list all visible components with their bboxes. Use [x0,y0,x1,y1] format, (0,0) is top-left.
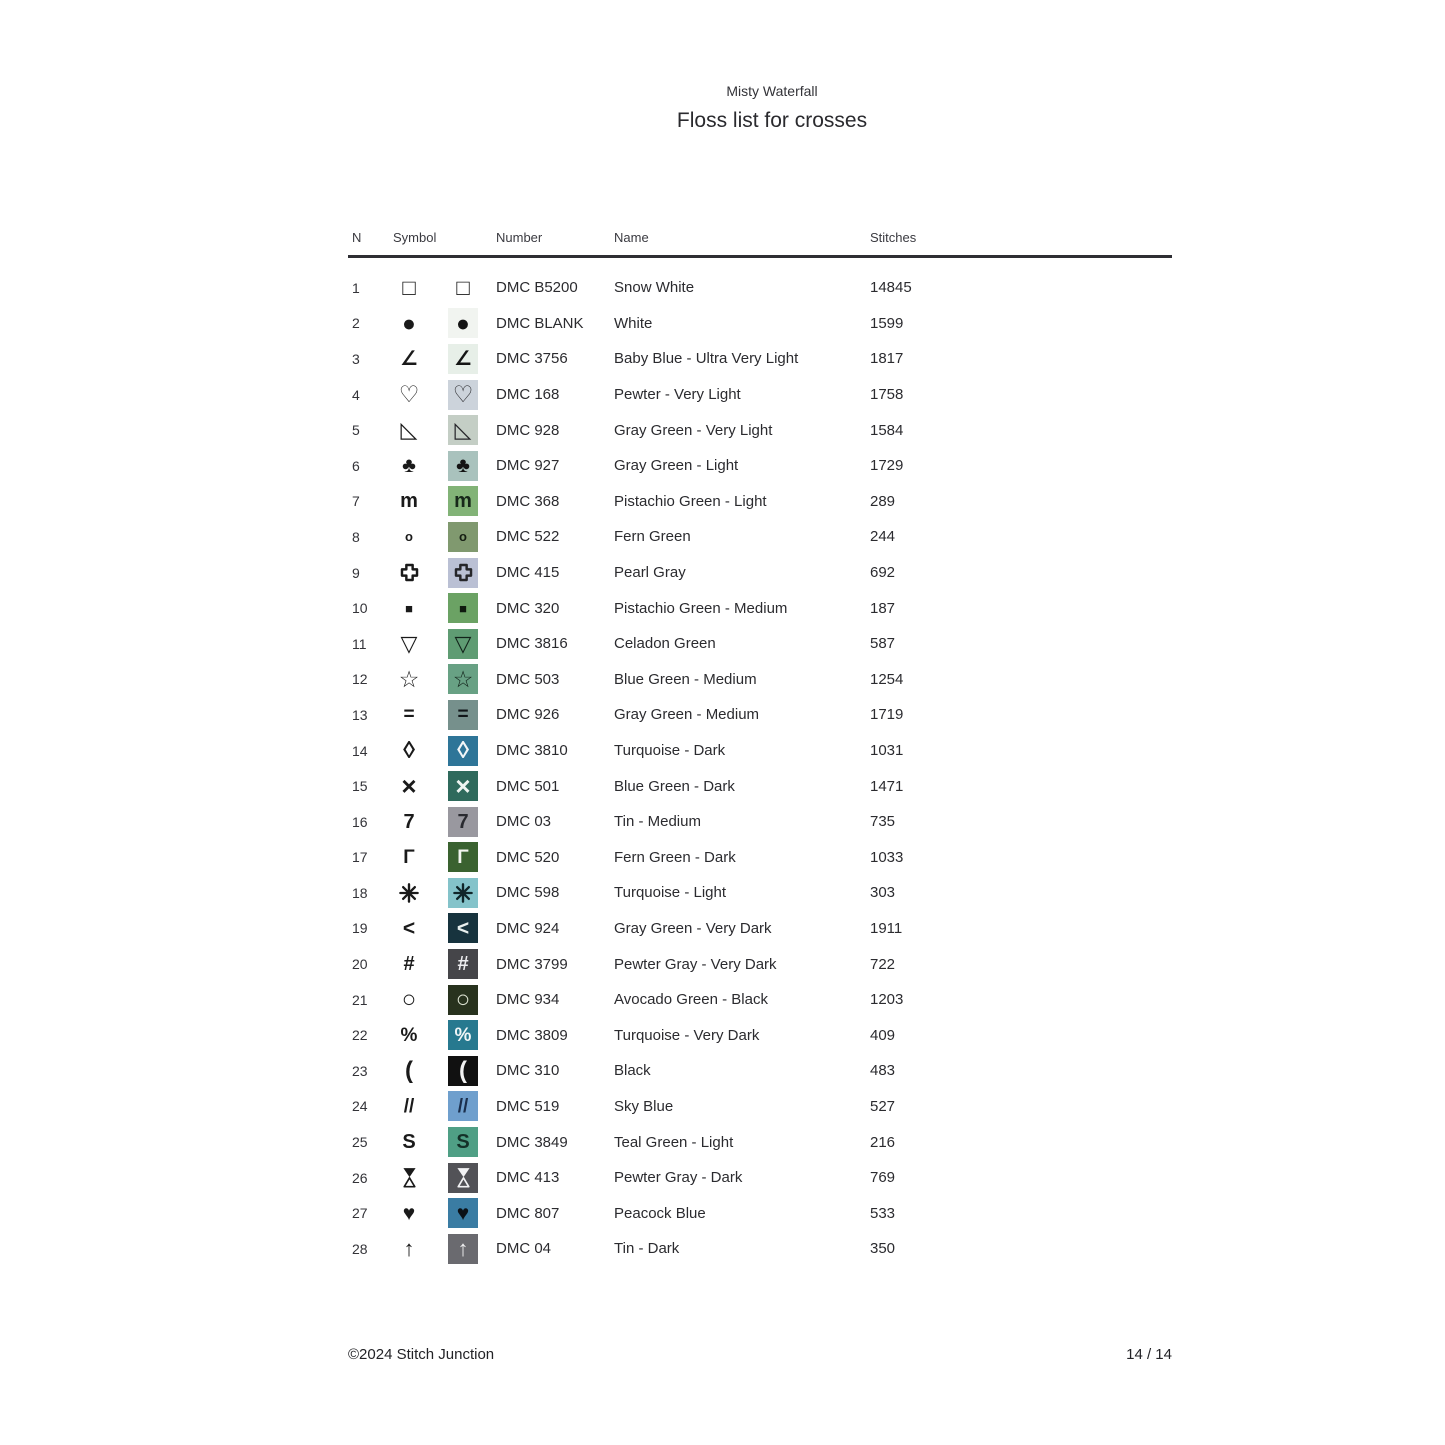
symbol-equals-icon: = [457,704,469,726]
footer-page-number: 14 / 14 [1126,1346,1172,1363]
symbol-triangle-down-outline-icon: ▽ [454,630,472,656]
symbol-arrow-up-icon: ↑ [403,1235,415,1261]
header-n: N [352,230,362,245]
table-row [348,270,1172,306]
floss-number: DMC 04 [496,1240,552,1258]
stitch-count: 1719 [870,706,904,724]
row-number: 1 [352,279,360,296]
stitch-count: 303 [870,884,896,902]
color-swatch [448,1056,478,1086]
floss-name: Avocado Green - Black [614,991,768,1009]
color-swatch [448,1091,478,1121]
floss-number: DMC 519 [496,1097,560,1115]
floss-name: Fern Green - Dark [614,848,736,866]
floss-number: DMC 168 [496,386,560,404]
row-number: 15 [352,778,368,795]
floss-name: Snow White [614,279,695,297]
row-number: 3 [352,350,360,367]
color-swatch [448,1234,478,1264]
footer-copyright: ©2024 Stitch Junction [348,1346,495,1363]
symbol-paren-open-icon: ( [459,1056,467,1084]
color-swatch [448,949,478,979]
floss-number: DMC 3810 [496,742,568,760]
stitch-count: 289 [870,492,896,510]
floss-number: DMC 598 [496,884,560,902]
stitch-count: 735 [870,813,896,831]
color-swatch [448,415,478,445]
symbol-filled-square-icon: ■ [459,600,467,616]
color-swatch [448,913,478,943]
symbol-star-outline-icon: ☆ [452,665,474,692]
symbol-heart-outline-icon: ♡ [452,381,474,408]
stitch-count: 1911 [870,919,903,937]
stitch-count: 244 [870,528,896,546]
color-swatch [448,1127,478,1157]
symbol-filled-square-icon: ■ [405,600,413,616]
floss-number: DMC 3816 [496,635,568,653]
table-row [348,555,1172,591]
row-number: 4 [352,386,360,403]
table-row [348,412,1172,448]
row-number: 21 [352,991,368,1008]
stitch-count: 14845 [870,279,912,297]
color-swatch [448,273,478,303]
table-row [348,946,1172,982]
row-number: 25 [352,1134,368,1151]
color-swatch [448,593,478,623]
symbol-letter-m-icon: m [400,490,418,513]
symbol-small-circle-icon: o [459,529,467,545]
row-number: 27 [352,1205,368,1222]
floss-name: Pewter Gray - Very Dark [614,955,777,973]
color-swatch [448,878,478,908]
floss-number: DMC 924 [496,919,560,937]
floss-number: DMC 3799 [496,955,568,973]
floss-name: Pistachio Green - Medium [614,599,788,617]
stitch-count: 1599 [870,314,904,332]
color-swatch [448,308,478,338]
floss-number: DMC 3809 [496,1026,568,1044]
color-swatch [448,486,478,516]
stitch-count: 1758 [870,386,904,404]
stitch-count: 692 [870,564,896,582]
table-row [348,1017,1172,1053]
symbol-asterisk-8-icon [392,876,426,910]
table-row [348,519,1172,555]
floss-number: DMC 3849 [496,1133,568,1151]
stitch-count: 533 [870,1204,896,1222]
floss-number: DMC 934 [496,991,560,1009]
row-number: 11 [352,635,367,652]
table-row [348,1124,1172,1160]
floss-name: Sky Blue [614,1097,674,1115]
stitch-count: 769 [870,1169,896,1187]
row-number: 20 [352,956,368,973]
symbol-asterisk-8-icon [453,883,473,903]
table-row [348,768,1172,804]
symbol-double-slash-icon: // [403,1095,415,1117]
row-number: 17 [352,849,368,866]
color-swatch [448,985,478,1015]
floss-name: Teal Green - Light [614,1133,734,1151]
table-row [348,1231,1172,1267]
row-number: 28 [352,1240,368,1257]
floss-number: DMC 503 [496,670,560,688]
table-row [348,662,1172,698]
row-number: 26 [352,1169,368,1186]
symbol-percent-icon: % [454,1024,472,1046]
stitch-count: 1033 [870,848,904,866]
symbol-less-than-icon: < [402,916,416,940]
floss-name: Turquoise - Light [614,884,727,902]
page-footer [348,1346,1172,1363]
row-number: 2 [352,315,360,332]
stitch-count: 1031 [870,742,904,760]
floss-name: Pistachio Green - Light [614,492,767,510]
color-swatch [448,451,478,481]
symbol-square-outline-icon: □ [402,274,416,300]
row-number: 18 [352,884,368,901]
symbol-club-icon: ♣ [402,454,416,478]
floss-name: Celadon Green [614,635,716,653]
row-number: 14 [352,742,368,759]
table-row [348,804,1172,840]
symbol-heart-filled-icon: ♥ [456,1201,470,1225]
row-number: 22 [352,1027,368,1044]
pattern-name: Misty Waterfall [726,83,818,99]
symbol-square-outline-icon: □ [456,274,470,300]
table-row [348,626,1172,662]
floss-name: Baby Blue - Ultra Very Light [614,350,799,368]
symbol-hash-icon: # [457,953,469,976]
row-number: 10 [352,600,368,617]
floss-name: Fern Green [614,528,691,546]
floss-name: Gray Green - Light [614,457,739,475]
symbol-letter-s-icon: S [402,1131,416,1154]
symbol-letter-s-icon: S [456,1131,470,1154]
color-swatch [448,700,478,730]
stitch-count: 1471 [870,777,904,795]
floss-number: DMC B5200 [496,279,578,297]
symbol-hourglass-icon [392,1161,426,1195]
page-title: Floss list for crosses [676,109,868,132]
floss-number: DMC 501 [496,777,560,795]
color-swatch [448,807,478,837]
floss-number: DMC 415 [496,564,560,582]
stitch-count: 483 [870,1062,896,1080]
symbol-percent-icon: % [400,1024,418,1046]
floss-number: DMC 926 [496,706,560,724]
color-swatch [448,771,478,801]
table-row [348,341,1172,377]
symbol-club-icon: ♣ [456,454,470,478]
row-number: 13 [352,706,368,723]
header-number: Number [496,230,543,245]
symbol-circle-outline-icon: ○ [401,985,417,1013]
color-swatch [448,380,478,410]
color-swatch [448,629,478,659]
color-swatch [448,1198,478,1228]
row-number: 23 [352,1062,368,1079]
symbol-plus-outline-icon [453,562,474,583]
symbol-heart-outline-icon: ♡ [398,381,420,408]
floss-number: DMC 03 [496,813,552,831]
symbol-digit-7-icon: 7 [403,810,415,833]
floss-number: DMC 927 [496,457,560,475]
floss-number: DMC BLANK [496,314,584,332]
row-number: 7 [352,493,360,510]
row-number: 24 [352,1098,368,1115]
stitch-count: 1203 [870,991,904,1009]
symbol-double-slash-icon: // [457,1095,469,1117]
floss-name: Turquoise - Very Dark [614,1026,760,1044]
header-rule [348,255,1172,258]
stitch-count: 187 [870,599,896,617]
table-header [348,230,1172,245]
floss-name: Gray Green - Medium [614,706,760,724]
stitch-count: 409 [870,1026,896,1044]
floss-number: DMC 520 [496,848,560,866]
symbol-small-circle-icon: o [405,529,413,545]
symbol-digit-7-icon: 7 [457,810,469,833]
header-name: Name [614,230,649,245]
table-row [348,1160,1172,1196]
row-number: 5 [352,422,360,439]
floss-name: Pearl Gray [614,564,686,582]
floss-name: Gray Green - Very Light [614,421,773,439]
table-row [348,590,1172,626]
stitch-count: 350 [870,1240,896,1258]
color-swatch [448,522,478,552]
stitch-count: 587 [870,635,896,653]
stitch-count: 1729 [870,457,904,475]
symbol-gamma-icon: Γ [457,846,469,868]
stitch-count: 1817 [870,350,904,368]
symbol-equals-icon: = [403,704,415,726]
table-row [348,1195,1172,1231]
color-swatch [448,736,478,766]
stitch-count: 722 [870,955,896,973]
symbol-circle-outline-icon: ○ [455,985,471,1013]
floss-name: Peacock Blue [614,1204,706,1222]
table-row [348,697,1172,733]
symbol-cross-x-icon: × [401,771,417,802]
table-row [348,377,1172,413]
symbol-plus-outline-icon [392,556,426,590]
symbol-triangle-lower-left-icon: ◺ [454,417,472,443]
row-number: 12 [352,671,368,688]
floss-number: DMC 928 [496,421,560,439]
floss-name: Tin - Medium [614,813,701,831]
symbol-triangle-lower-left-icon: ◺ [400,417,418,443]
symbol-diamond-outline-icon: ◊ [457,736,469,764]
floss-number: DMC 368 [496,492,560,510]
floss-number: DMC 320 [496,599,560,617]
floss-name: Black [614,1062,651,1080]
row-number: 8 [352,528,360,545]
stitch-count: 1584 [870,421,904,439]
floss-number: DMC 310 [496,1062,560,1080]
table-row [348,484,1172,520]
row-number: 9 [352,564,360,581]
symbol-diamond-outline-icon: ◊ [403,736,415,764]
table-row [348,733,1172,769]
floss-name: Pewter - Very Light [614,386,741,404]
symbol-heart-filled-icon: ♥ [402,1201,416,1225]
floss-number: DMC 807 [496,1204,560,1222]
floss-name: Blue Green - Medium [614,670,757,688]
symbol-less-than-icon: < [456,916,470,940]
row-number: 6 [352,457,360,474]
color-swatch [448,1163,478,1193]
color-swatch [448,664,478,694]
color-swatch [448,344,478,374]
row-number: 16 [352,813,368,830]
row-number: 19 [352,920,368,937]
symbol-triangle-down-outline-icon: ▽ [400,630,418,656]
floss-name: Turquoise - Dark [614,742,726,760]
stitch-count: 1254 [870,670,904,688]
symbol-star-outline-icon: ☆ [398,665,420,692]
table-row [348,1089,1172,1125]
table-row [348,911,1172,947]
color-swatch [448,842,478,872]
floss-number: DMC 3756 [496,350,568,368]
floss-number: DMC 413 [496,1169,560,1187]
floss-name: Pewter Gray - Dark [614,1169,743,1187]
table-row [348,875,1172,911]
floss-name: Gray Green - Very Dark [614,919,772,937]
table-row [348,448,1172,484]
floss-name: White [614,314,653,332]
symbol-filled-circle-icon: ● [402,309,416,336]
symbol-gamma-icon: Γ [403,846,415,868]
symbol-angle-icon: ∠ [454,347,472,370]
symbol-hourglass-icon [456,1167,471,1188]
table-row [348,982,1172,1018]
floss-table-body [348,270,1172,1267]
symbol-cross-x-icon: × [455,771,471,802]
symbol-letter-m-icon: m [454,490,472,513]
color-swatch [448,1020,478,1050]
symbol-hash-icon: # [403,953,415,976]
symbol-angle-icon: ∠ [400,347,418,370]
symbol-paren-open-icon: ( [405,1056,413,1084]
table-row [348,306,1172,342]
stitch-count: 216 [870,1133,896,1151]
floss-name: Blue Green - Dark [614,777,735,795]
color-swatch [448,558,478,588]
header-symbol: Symbol [393,230,437,245]
table-row [348,1053,1172,1089]
symbol-arrow-up-icon: ↑ [457,1235,469,1261]
stitch-count: 527 [870,1097,896,1115]
table-row [348,840,1172,876]
floss-number: DMC 522 [496,528,560,546]
floss-name: Tin - Dark [614,1240,680,1258]
symbol-filled-circle-icon: ● [456,309,470,336]
header-stitches: Stitches [870,230,917,245]
